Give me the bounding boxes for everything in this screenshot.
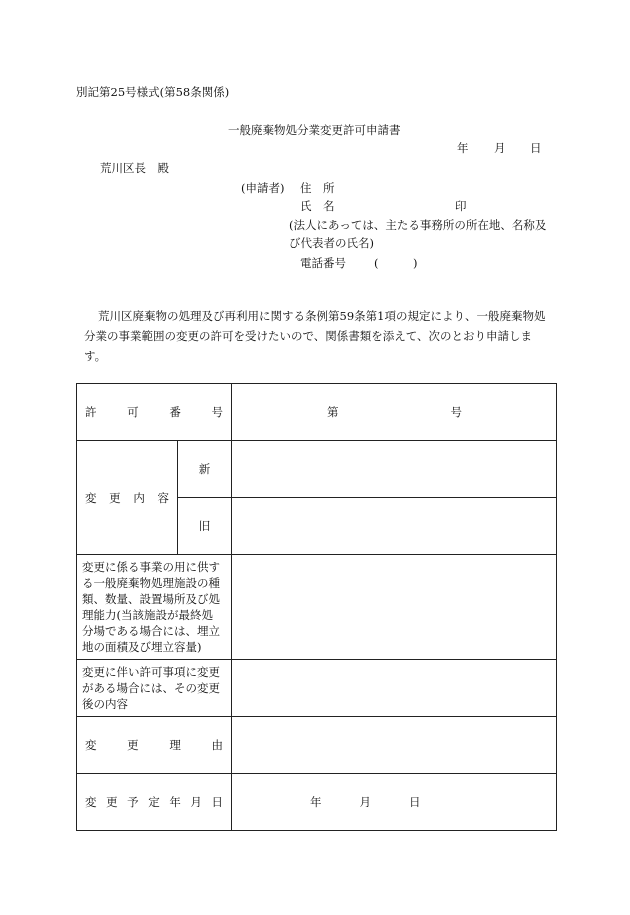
corporation-note-line2: び代表者の氏名) (289, 236, 374, 250)
new-label: 新 (178, 441, 232, 498)
facility-row (77, 555, 557, 660)
old-label: 旧 (178, 498, 232, 555)
date-day: 日 (530, 141, 542, 155)
old-content-field[interactable] (232, 498, 557, 555)
new-content-field[interactable] (232, 441, 557, 498)
body-text-line1: 荒川区廃棄物の処理及び再利用に関する条例第59条第1項の規定により、一般廃棄物処 (98, 309, 546, 323)
phone-label: 電話番号 (300, 256, 346, 270)
body-text-line2: 分業の事業範囲の変更の許可を受けたいので、関係書類を添えて、次のとおり申請しま (84, 329, 533, 343)
facility-field[interactable] (232, 555, 557, 660)
addressee: 荒川区長 殿 (100, 161, 169, 175)
change-new-row (77, 441, 557, 498)
body-text-line3: す。 (84, 349, 107, 363)
date-month: 月 (494, 141, 506, 155)
reason-field[interactable] (232, 717, 557, 774)
seal-mark: 印 (455, 199, 467, 213)
permit-change-row (77, 660, 557, 717)
scheduled-date-row (77, 774, 557, 831)
reason-label: 変 更 理 由 (77, 717, 232, 774)
scheduled-date-field[interactable]: 年 月 日 (232, 774, 557, 831)
address-label: 住 所 (300, 181, 335, 195)
permit-number-row (77, 384, 557, 441)
permit-number-field[interactable]: 第 号 (232, 384, 557, 441)
permit-change-field[interactable] (232, 660, 557, 717)
form-title: 一般廃棄物処分業変更許可申請書 (228, 123, 401, 137)
application-table (76, 383, 557, 831)
facility-label: 変更に係る事業の用に供す る一般廃棄物処理施設の種 類、数量、設置場所及び処 理能力(当該施設が最終処 分場である場合には、埋立 地の面積及び埋立容量) (77, 555, 232, 660)
change-content-label: 変 更 内 容 (77, 441, 178, 555)
form-reference: 別記第25号様式(第58条関係) (76, 85, 230, 99)
permit-change-label: 変更に伴い許可事項に変更 がある場合には、その変更 後の内容 (77, 660, 232, 717)
corporation-note-line1: (法人にあっては、主たる事務所の所在地、名称及 (289, 218, 547, 232)
scheduled-date-label: 変 更 予 定 年 月 日 (77, 774, 232, 831)
phone-paren: ( ) (374, 256, 418, 270)
date-year: 年 (457, 141, 469, 155)
name-label: 氏 名 (300, 199, 335, 213)
reason-row (77, 717, 557, 774)
applicant-label: (申請者) (241, 181, 285, 195)
permit-number-label: 許 可 番 号 (77, 384, 232, 441)
